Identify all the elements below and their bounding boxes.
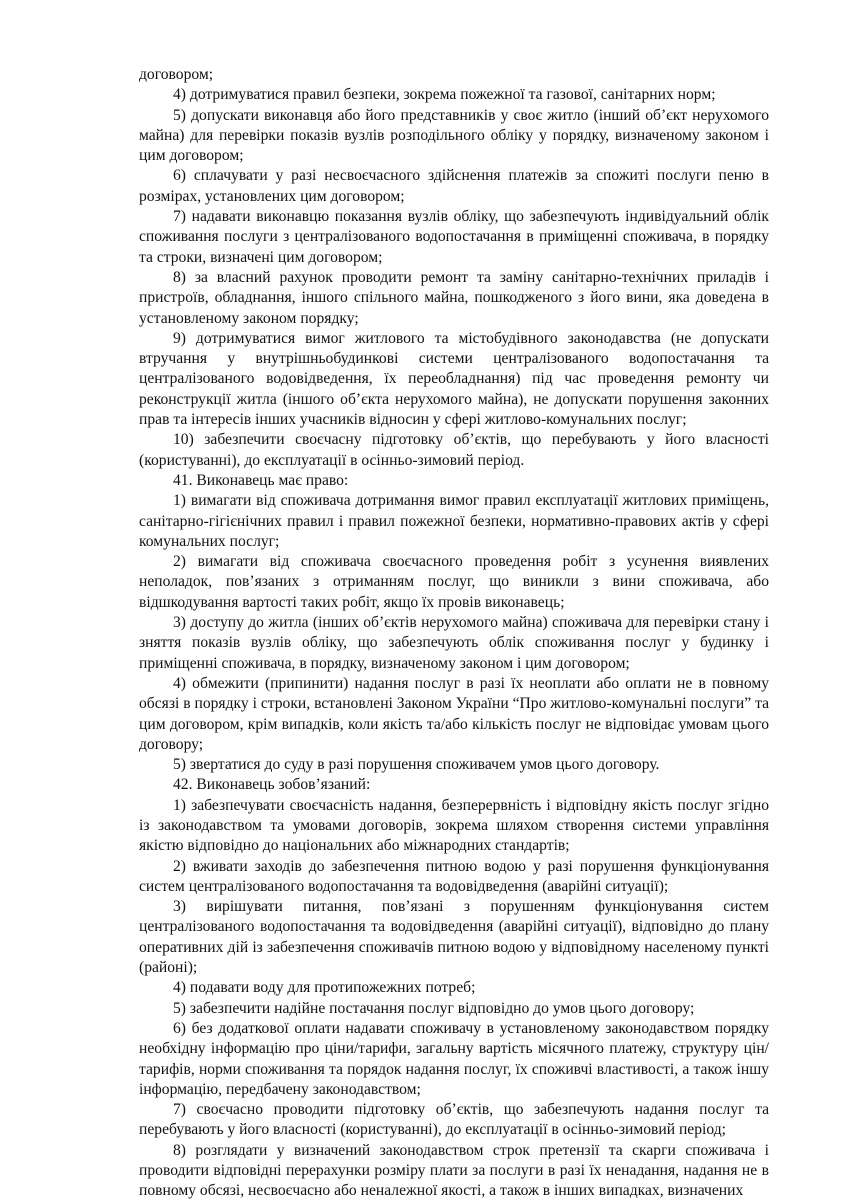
paragraph: 2) вимагати від споживача своєчасного проведення робіт з усунення виявлених неполадок, пов’язаних з отриманням послуг, що виникли з вини споживача, або відшкодування вартості таких робіт, якщо їх провів виконавець; bbox=[139, 553, 769, 611]
section-heading-42: 42. Виконавець зобов’язаний: bbox=[173, 776, 371, 794]
paragraph: 1) забезпечувати своєчасність надання, безперервність і відповідну якість послуг згідно із законодавством та умовами договорів, зокрема шляхом створення системи управління якістю відповідно до національних або міжнародних стандартів; bbox=[139, 796, 769, 855]
paragraph: 1) вимагати від споживача дотримання вимог правил експлуатації житлових приміщень, санітарно-гігієнічних правил і правил пожежної безпеки, нормативно-правових актів у сфері комунальних послуг; bbox=[139, 492, 769, 550]
paragraph: 2) вживати заходів до забезпечення питною водою у разі порушення функціонування систем централізованого водопостачання та водовідведення (аварійні ситуації); bbox=[139, 857, 769, 895]
paragraph: 6) сплачувати у разі несвоєчасного здійснення платежів за спожиті послуги пеню в розмірах, установлених цим договором; bbox=[139, 167, 769, 205]
document-page bbox=[139, 65, 769, 1202]
paragraph: 10) забезпечити своєчасну підготовку об’єктів, що перебувають у його власності (користуванні), до експлуатації в осінньо-зимовий період. bbox=[139, 431, 769, 469]
paragraph: 3) вирішувати питання, пов’язані з порушенням функціонування систем централізованого водопостачання та водовідведення (аварійні ситуації), відповідно до плану оперативних дій із забезпечення споживачів питною водою у відповідному населеному пункті (районі); bbox=[139, 898, 769, 977]
paragraph: 8) за власний рахунок проводити ремонт та заміну санітарно-технічних приладів і пристроїв, обладнання, іншого спільного майна, пошкодженого з його вини, яка доведена в установленому законом порядку; bbox=[139, 268, 769, 327]
paragraph: 4) дотримуватися правил безпеки, зокрема пожежної та газової, санітарних норм; bbox=[173, 86, 716, 104]
paragraph: 5) забезпечити надійне постачання послуг відповідно до умов цього договору; bbox=[173, 999, 695, 1017]
paragraph: 8) розглядати у визначений законодавством строк претензії та скарги споживача і проводити відповідні перерахунки розміру плати за послуги в разі їх ненадання, надання не в повному обсязі, несвоєчасно або неналежної якості, а також в інших випадках, визначених bbox=[139, 1141, 769, 1200]
section-heading-41: 41. Виконавець має право: bbox=[173, 471, 349, 489]
paragraph: 5) допускати виконавця або його представників у своє житло (інший об’єкт нерухомого майна) для перевірки показів вузлів розподільного обліку у порядку, визначеному законом і цим договором; bbox=[139, 106, 769, 165]
paragraph: 6) без додаткової оплати надавати споживачу в установленому законодавством порядку необхідну інформацію про ціни/тарифи, загальну вартість місячного платежу, структуру цін/тарифів, норми споживання та порядок надання послуг, їх споживчі властивості, а також іншу інформацію, передбачену законодавством; bbox=[139, 1019, 769, 1098]
paragraph: 3) доступу до житла (інших об’єктів нерухомого майна) споживача для перевірки стану і зняття показів вузлів обліку, що забезпечують облік споживання послуг у будинку і приміщенні споживача, в порядку, визначеному законом і цим договором; bbox=[139, 614, 769, 672]
paragraph: 5) звертатися до суду в разі порушення споживачем умов цього договору. bbox=[173, 756, 660, 774]
paragraph: 7) своєчасно проводити підготовку об’єктів, що забезпечують надання послуг та перебувають у його власності (користуванні), до експлуатації в осінньо-зимовий період; bbox=[139, 1101, 769, 1139]
paragraph: 7) надавати виконавцю показання вузлів обліку, що забезпечують індивідуальний облік споживання послуги з централізованого водопостачання в приміщенні споживача, в порядку та строки, визначені цим договором; bbox=[139, 208, 769, 266]
paragraph: 4) подавати воду для протипожежних потреб; bbox=[173, 979, 476, 997]
paragraph: 4) обмежити (припинити) надання послуг в разі їх неоплати або оплати не в повному обсязі в порядку і строки, встановлені Законом України “Про житлово-комунальні послуги” та цим договором, крім випадків, коли якість та/або кількість послуг не відповідає умовам цього договору; bbox=[139, 674, 769, 753]
paragraph: 9) дотримуватися вимог житлового та містобудівного законодавства (не допускати втручання у внутрішньобудинкові системи централізованого водопостачання та централізованого водовідведення, їх переобладнання) під час проведення ремонту чи реконструкції житла (іншого об’єкта нерухомого майна), не допускати порушення законних прав та інтересів інших учасників відносин у сфері житлово-комунальних послуг; bbox=[139, 329, 769, 429]
paragraph-continuation: договором; bbox=[139, 66, 214, 83]
